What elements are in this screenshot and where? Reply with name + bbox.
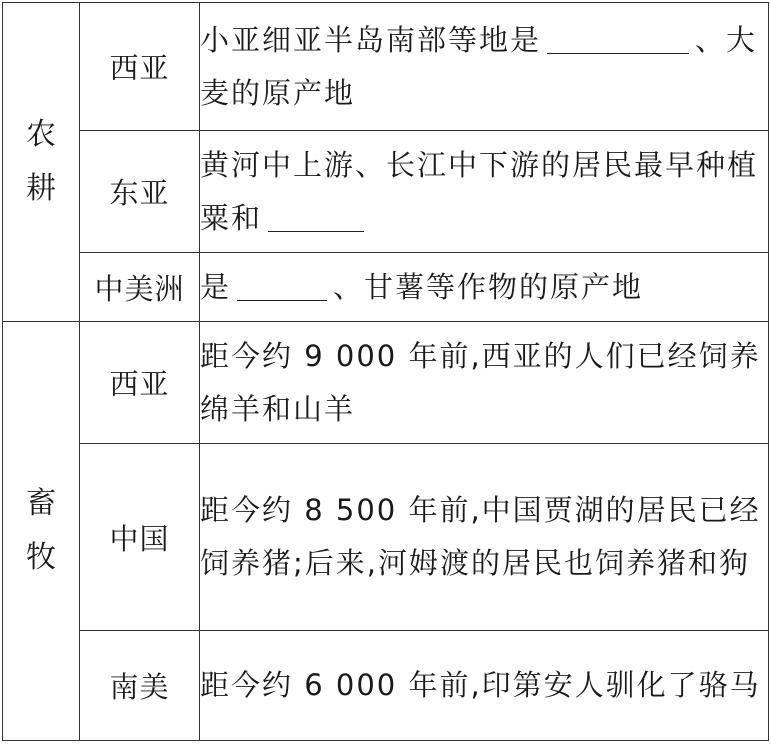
category-herding-char-1: 畜 [26, 486, 56, 521]
category-farming-char-2: 耕 [26, 171, 56, 206]
region-cell: 西亚 [80, 3, 200, 131]
answer-blank[interactable] [237, 271, 327, 301]
description-text: 、甘薯等作物的原产地 [333, 269, 644, 304]
description-cell [200, 3, 769, 131]
description-text: 黄河中上游、长江中下游的居民最早种植粟和 [200, 147, 759, 235]
answer-blank[interactable] [268, 202, 364, 232]
region-cell: 西亚 [80, 322, 200, 444]
table-row [3, 631, 769, 741]
region-cell: 东亚 [80, 131, 200, 253]
table-row [3, 131, 769, 253]
description-text: 小亚细亚半岛南部等地是 [200, 22, 542, 57]
description-cell [200, 253, 769, 322]
category-herding [3, 322, 80, 741]
description-text: 、大麦的原产地 [200, 22, 758, 110]
description-cell [200, 131, 769, 253]
table-row [3, 3, 769, 131]
description-cell: 距今约 6 000 年前,印第安人驯化了骆马 [200, 631, 769, 741]
description-cell: 距今约 8 500 年前,中国贾湖的居民已经饲养猪;后来,河姆渡的居民也饲养猪和狗 [200, 444, 769, 631]
region-cell: 南美 [80, 631, 200, 741]
table-row [3, 253, 769, 322]
category-farming-char-1: 农 [26, 117, 56, 152]
answer-blank[interactable] [547, 24, 689, 54]
category-herding-char-2: 牧 [26, 540, 56, 575]
description-text: 是 [200, 269, 232, 304]
table-row [3, 322, 769, 444]
category-farming [3, 3, 80, 322]
table-row [3, 444, 769, 631]
description-cell: 距今约 9 000 年前,西亚的人们已经饲养绵羊和山羊 [200, 322, 769, 444]
region-cell: 中国 [80, 444, 200, 631]
agriculture-origins-table [2, 2, 769, 741]
region-cell: 中美洲 [80, 253, 200, 322]
